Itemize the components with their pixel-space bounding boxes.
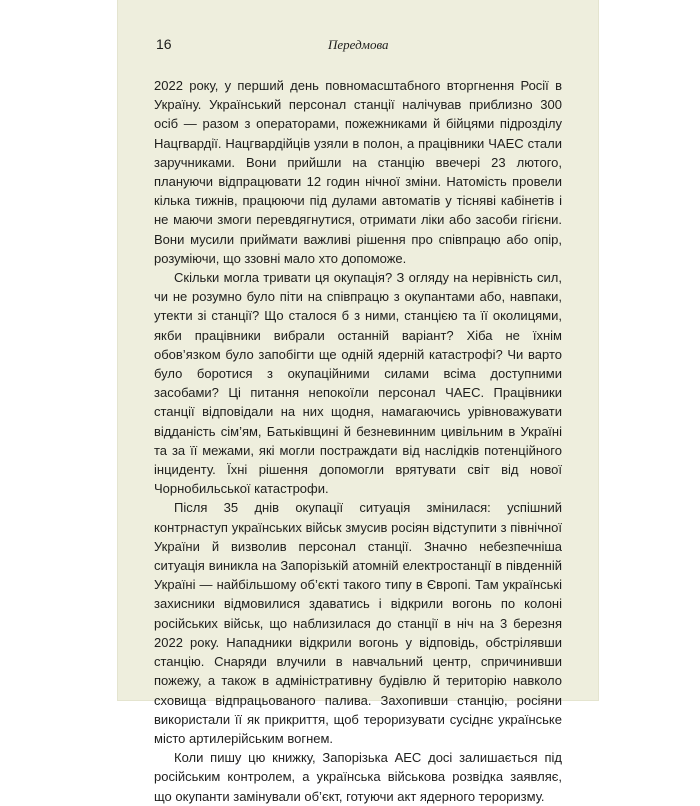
- book-page: [118, 0, 598, 804]
- paragraph: Скільки могла тривати ця окупація? З огляду на нерівність сил, чи не розумно було піти на співпрацю з окупантами або, навпаки, утекти зі станції? Що сталося б з ними, станцією та її околицями, якби працівники вибрали останній варіант? Хіба не їхнім обов’язком було запобігти ще одній ядерній катастрофі? Чи варто було боротися з окупаційними силами всіма доступними засобами? Ці питання непокоїли персонал ЧАЕС. Працівники станції відповідали на них щодня, намагаючись урівноважувати відданість сім’ям, Батьківщині й безневинним цивільним в Україні та за її межами, які могли постраждати від наслідків потенційного інциденту. Їхні рішення допомогли врятувати світ від нової Чорнобильської катастрофи.: [154, 270, 562, 497]
- page-header: [156, 36, 576, 56]
- page-number: 16: [156, 36, 172, 52]
- paragraph: Після 35 днів окупації ситуація змінилася: успішний контрнаступ українських військ змусив росіян відступити з північної України й визволив персонал станції. Значно небезпечніша ситуація виникла на Запорізькій атомній електростанції в південній Україні — найбільшому об’єкті такого типу в Європі. Там українські захисники відмовилися здаватись і відкрили вогонь по колоні російських військ, що наблизилася до станції в ніч на 3 березня 2022 року. Нападники відкрили вогонь у відповідь, обстрілявши станцію. Снаряди влучили в навчальний центр, спричинивши пожежу, а також в адміністративну будівлю й територію навколо сховища відпрацьованого палива. Захопивши станцію, росіяни використали її як прикриття, щоб тероризувати сусіднє українське місто артилерійським вогнем.: [154, 500, 562, 746]
- paragraph: Коли пишу цю книжку, Запорізька АЕС досі залишається під російським контролем, а українська військова розвідка заявляє, що окупанти замінували об’єкт, готуючи акт ядерного тероризму.: [154, 750, 562, 804]
- running-title: Передмова: [328, 37, 389, 52]
- body-text: [154, 76, 562, 806]
- paragraph-continued: 2022 року, у перший день повномасштабного вторгнення Росії в Україну. Український персонал станції налічував приблизно 300 осіб — разом з операторами, пожежниками й бійцями підрозділу Нацгвардії. Нацгвардійців узяли в полон, а працівники ЧАЕС стали заручниками. Вони прийшли на станцію ввечері 23 лютого, плануючи відпрацювати 12 годин нічної зміни. Натомість провели кілька тижнів, працюючи під дулами автоматів у тісняві кабінетів і не маючи змоги перевдягнутися, отримати ліки або засоби гігієни. Вони мусили приймати важливі рішення про співпрацю або опір, розуміючи, що ззовні мало хто допоможе.: [154, 78, 562, 266]
